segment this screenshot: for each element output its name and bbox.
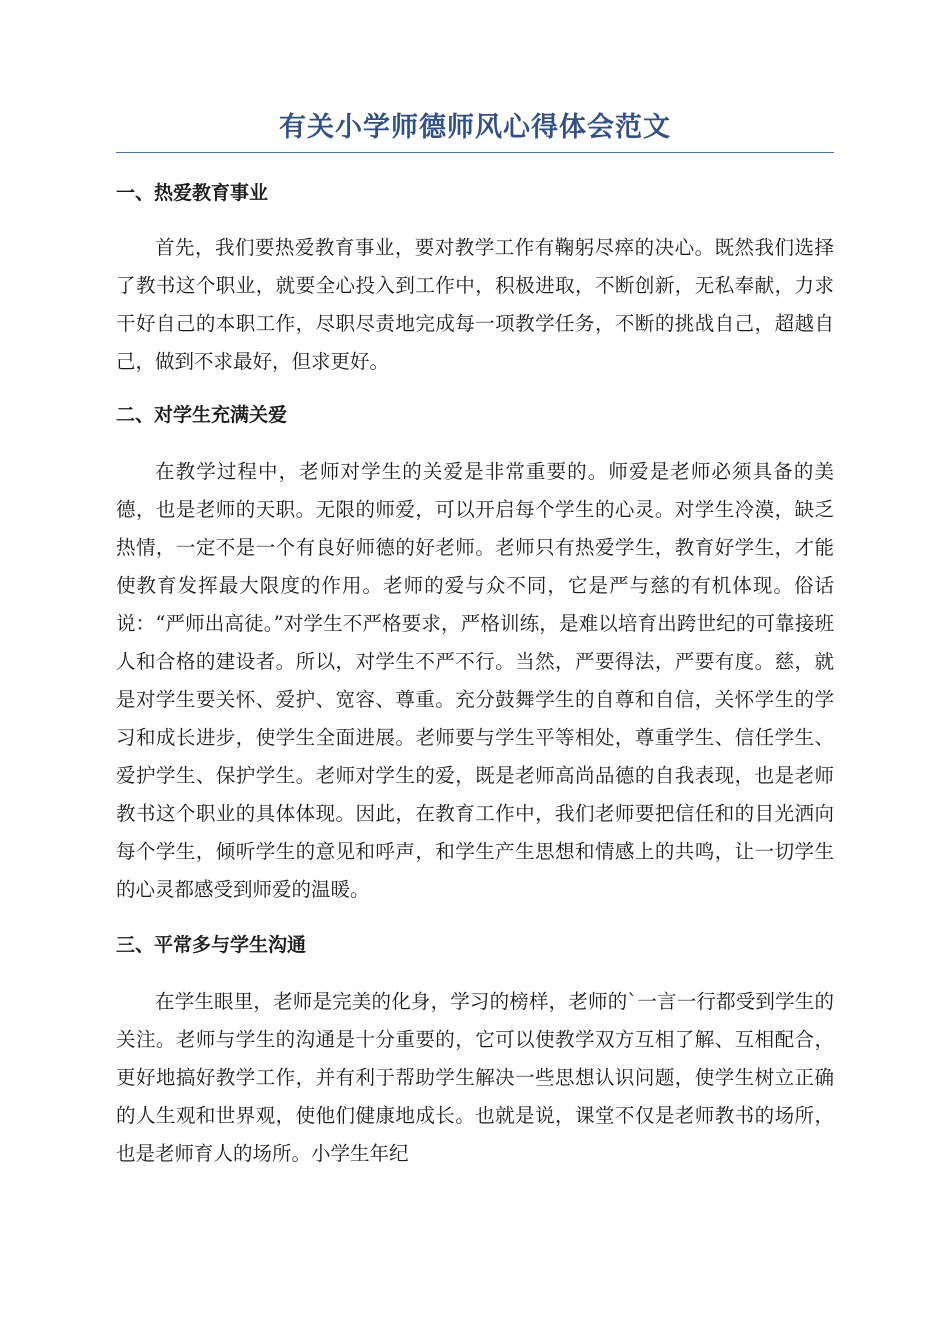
section-paragraph-2: 在教学过程中，老师对学生的关爱是非常重要的。师爱是老师必须具备的美德，也是老师的天职。无限的师爱，可以开启每个学生的心灵。对学生冷漠，缺乏热情，一定不是一个有良好师德的好老师。老师只有热爱学生，教育好学生，才能使教育发挥最大限度的作用。老师的爱与众不同，它是严与慈的有机体现。俗话说：“严师出高徒。”对学生不严格要求，严格训练，是难以培育出跨世纪的可靠接班人和合格的建设者。所以，对学生不严不行。当然，严要得法，严要有度。慈，就是对学生要关怀、爱护、宽容、尊重。充分鼓舞学生的自尊和自信，关怀学生的学习和成长进步，使学生全面进展。老师要与学生平等相处，尊重学生、信任学生、爱护学生、保护学生。老师对学生的爱，既是老师高尚品德的自我表现，也是老师教书这个职业的具体体现。因此，在教育工作中，我们老师要把信任和的目光洒向每个学生，倾听学生的意见和呼声，和学生产生思想和情感上的共鸣，让一切学生的心灵都感受到师爱的温暖。 (116, 460, 834, 901)
section-heading-1: 一、热爱教育事业 (116, 182, 269, 204)
document-title: 有关小学师德师风心得体会范文 (116, 108, 834, 153)
section-heading-3: 三、平常多与学生沟通 (116, 934, 307, 956)
section-heading-2: 二、对学生充满关爱 (116, 404, 288, 426)
section-paragraph-3: 在学生眼里，老师是完美的化身，学习的榜样，老师的`一言一行都受到学生的关注。老师与学生的沟通是十分重要的，它可以使教学双方互相了解、互相配合，更好地搞好教学工作，并有利于帮助学生解决一些思想认识问题，使学生树立正确的人生观和世界观，使他们健康地成长。也就是说，课堂不仅是老师教书的场所，也是老师育人的场所。小学生年纪 (116, 990, 834, 1165)
section-paragraph-1: 首先，我们要热爱教育事业，要对教学工作有鞠躬尽瘁的决心。既然我们选择了教书这个职业，就要全心投入到工作中，积极进取，不断创新，无私奉献，力求干好自己的本职工作，尽职尽责地完成每一项教学任务，不断的挑战自己，超越自己，做到不求最好，但求更好。 (116, 236, 834, 373)
document-page (116, 108, 834, 1173)
